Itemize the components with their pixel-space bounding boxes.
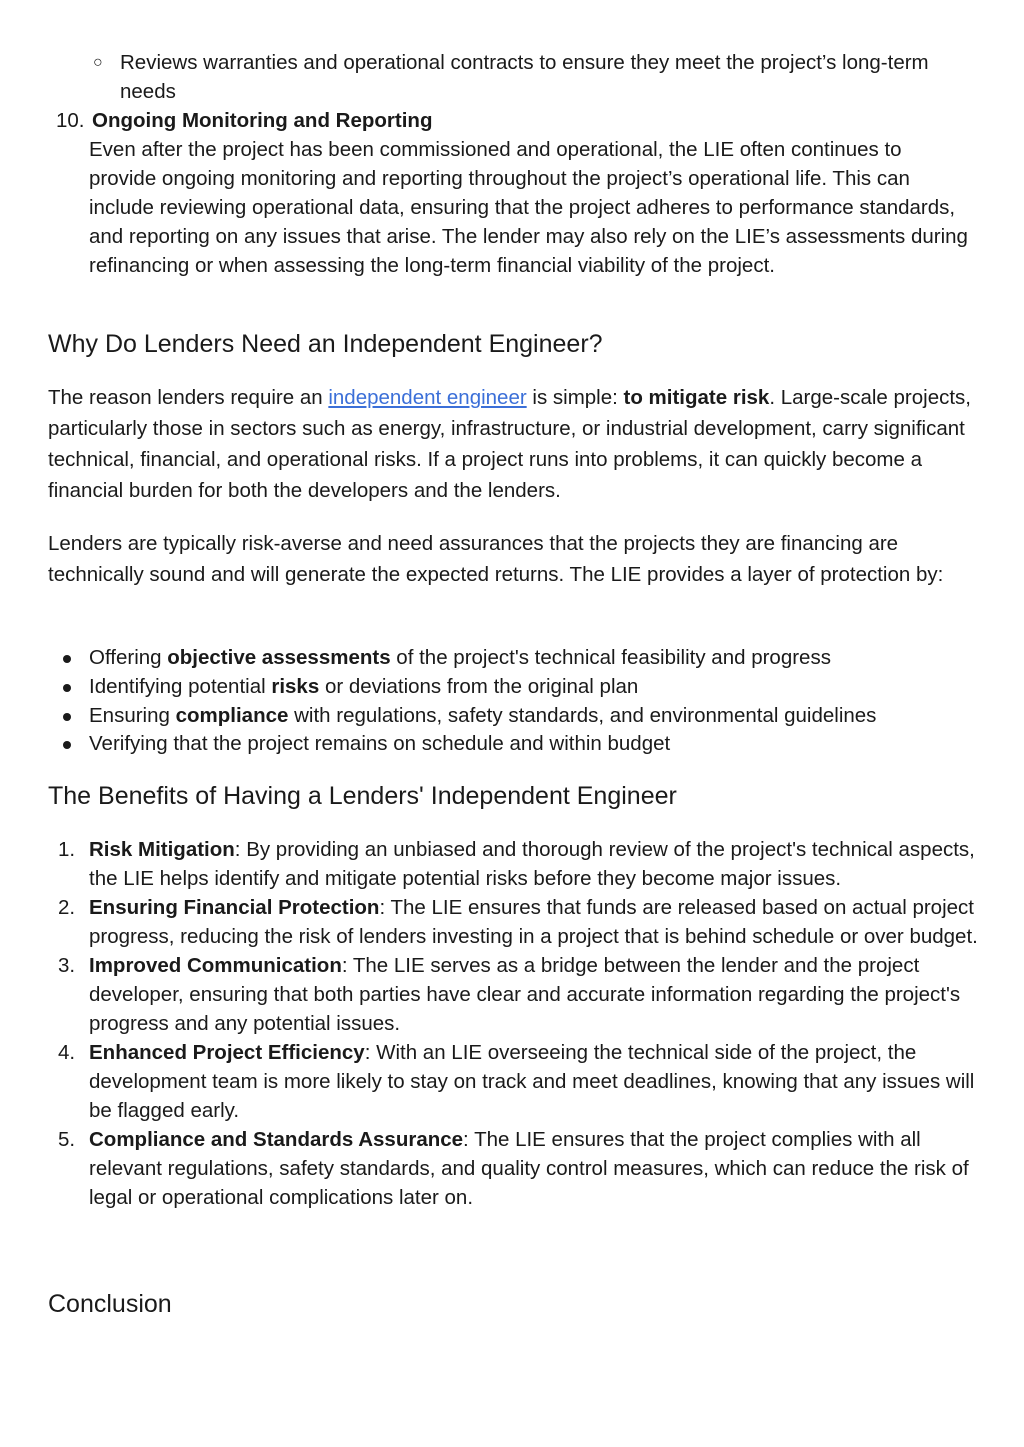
list-item-risk-mitigation bbox=[48, 835, 978, 893]
list-item-number: 5. bbox=[58, 1128, 76, 1151]
bullet-icon bbox=[63, 741, 71, 749]
list-item bbox=[48, 673, 978, 702]
list-item-text: : The LIE ensures that funds are released based on actual project progress, reducing the risk of lenders investing in a project that is behind schedule or over budget. bbox=[89, 896, 978, 948]
bold-text: risks bbox=[271, 674, 320, 698]
list-item-text: or deviations from the original plan bbox=[319, 674, 639, 698]
list-item-text: : The LIE ensures that the project complies with all relevant regulations, safety standards, and quality control measures, which can reduce the risk of legal or operational complications later on. bbox=[89, 1128, 969, 1209]
list-item bbox=[48, 644, 978, 673]
list-item-body: Even after the project has been commissioned and operational, the LIE often continues to provide ongoing monitoring and reporting throughout the project’s operational life. This can include reviewing operational data, ensuring that the project adheres to performance standards, and reporting on any issues that arise. The lender may also rely on the LIE’s assessments during refinancing or when assessing the long-term financial viability of the project. bbox=[89, 138, 968, 277]
bold-text: to mitigate risk bbox=[623, 386, 770, 409]
heading-conclusion: Conclusion bbox=[48, 1290, 172, 1318]
independent-engineer-link[interactable]: independent engineer bbox=[328, 386, 527, 409]
list-item-number: 3. bbox=[58, 954, 76, 977]
list-item-title: Risk Mitigation bbox=[89, 838, 235, 861]
list-item-text: with regulations, safety standards, and environmental guidelines bbox=[288, 703, 877, 727]
list-item bbox=[48, 730, 978, 759]
list-item-communication bbox=[48, 951, 978, 1038]
bullet-icon bbox=[63, 713, 71, 721]
list-item-compliance bbox=[48, 1125, 978, 1212]
bullet-icon bbox=[63, 684, 71, 692]
list-item-title: Ongoing Monitoring and Reporting bbox=[92, 109, 433, 132]
list-item-text: : The LIE serves as a bridge between the lender and the project developer, ensuring that both parties have clear and accurate information regarding the project's progress and any potential issues. bbox=[89, 954, 961, 1035]
paragraph-text: The reason lenders require an bbox=[48, 386, 329, 409]
protection-bullet-list bbox=[48, 644, 978, 759]
list-item-financial-protection bbox=[48, 893, 978, 951]
sub-list-item: Reviews warranties and operational contracts to ensure they meet the project’s long-term needs bbox=[120, 51, 929, 103]
list-item-title: Compliance and Standards Assurance bbox=[89, 1128, 464, 1151]
list-item-number: 2. bbox=[58, 896, 76, 919]
list-item-number: 4. bbox=[58, 1041, 76, 1064]
list-item-title: Enhanced Project Efficiency bbox=[89, 1041, 365, 1064]
list-item-title: Ensuring Financial Protection bbox=[89, 896, 380, 919]
list-item-text: Ensuring bbox=[89, 703, 176, 727]
heading-why-lenders: Why Do Lenders Need an Independent Engineer? bbox=[48, 330, 603, 358]
sub-bullet-icon: ○ bbox=[93, 54, 103, 71]
list-item-title: Improved Communication bbox=[89, 954, 342, 977]
list-item-number: 10. bbox=[56, 109, 85, 132]
paragraph-text: . Large-scale projects, particularly those in sectors such as energy, infrastructure, or industrial development, carry significant technical, financial, and operational risks. If a project runs into problems, it can quickly become a financial burden for both the developers and the lenders. bbox=[48, 386, 972, 502]
heading-benefits: The Benefits of Having a Lenders' Independent Engineer bbox=[48, 782, 677, 810]
list-item-text: : By providing an unbiased and thorough review of the project's technical aspects, the LIE helps identify and mitigate potential risks before they become major issues. bbox=[89, 838, 975, 890]
paragraph-reason bbox=[48, 382, 978, 506]
bullet-icon bbox=[63, 655, 71, 663]
paragraph-risk-averse: Lenders are typically risk-averse and need assurances that the projects they are financing are technically sound and will generate the expected returns. The LIE provides a layer of protection by: bbox=[48, 532, 944, 586]
list-item bbox=[48, 702, 978, 731]
list-item-text: Verifying that the project remains on schedule and within budget bbox=[89, 732, 671, 756]
list-item-text: Identifying potential bbox=[89, 674, 272, 698]
list-item-number: 1. bbox=[58, 838, 76, 861]
list-item-text: of the project's technical feasibility and progress bbox=[390, 646, 831, 669]
list-item-text: Offering bbox=[89, 646, 168, 669]
list-item-text: : With an LIE overseeing the technical side of the project, the development team is more likely to stay on track and meet deadlines, knowing that any issues will be flagged early. bbox=[89, 1041, 975, 1122]
bold-text: objective assessments bbox=[167, 646, 391, 669]
list-item-efficiency bbox=[48, 1038, 978, 1125]
bold-text: compliance bbox=[175, 703, 289, 727]
benefits-numbered-list bbox=[48, 835, 978, 1212]
paragraph-text: is simple: bbox=[526, 386, 624, 409]
